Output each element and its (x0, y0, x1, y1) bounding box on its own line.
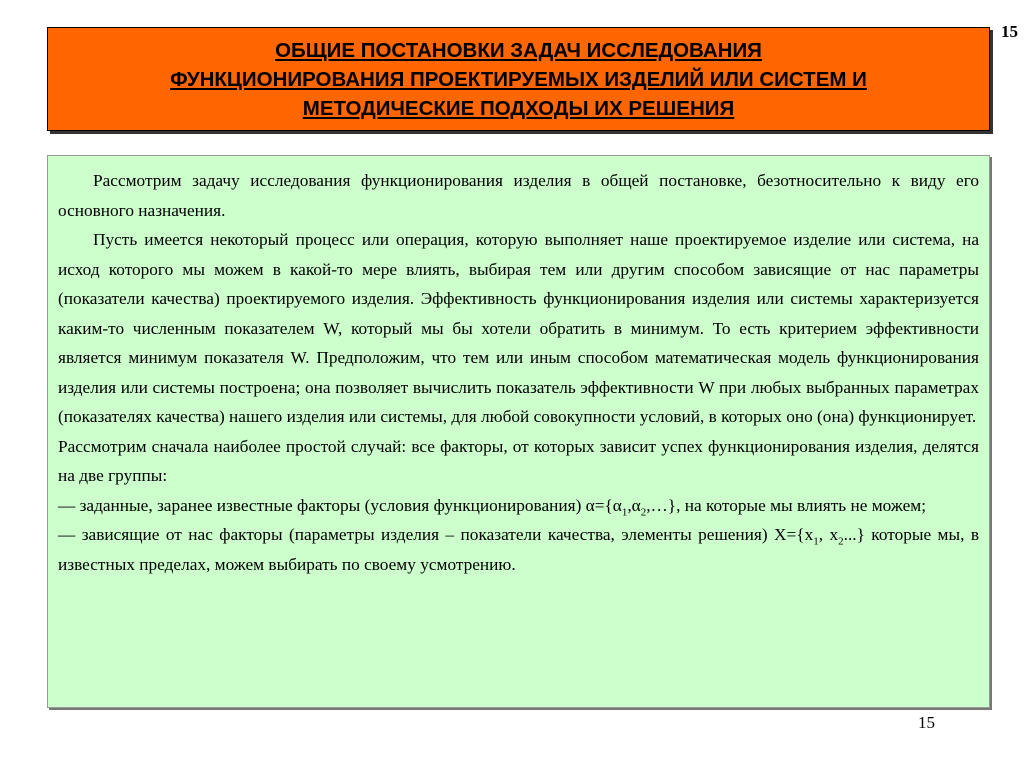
slide-title (170, 36, 867, 123)
given-factors-text-a: — заданные, заранее известные факторы (условия функционирования) α={α (58, 495, 622, 515)
paragraph-intro: Рассмотрим задачу исследования функционирования изделия в общей постановке, безотносительно к виду его основного назначения. (58, 171, 979, 220)
title-line-2: ФУНКЦИОНИРОВАНИЯ ПРОЕКТИРУЕМЫХ ИЗДЕЛИЙ ИЛИ СИСТЕМ И (170, 67, 867, 91)
paragraph-problem: Пусть имеется некоторый процесс или операция, которую выполняет наше проектируемое изделие или система, на исход которого мы можем в какой-то мере влиять, выбирая тем или другим способом зависящие от нас параметры (показатели качества) проектируемого изделия. Эффективность функционирования изделия или системы характеризуется каким-то численным показателем W, который мы бы хотели обратить в минимум. То есть критерием эффективности является минимум показателя W. Предположим, что тем или иным способом математическая модель функционирования изделия или системы построена; она позволяет вычислить показатель эффективности W при любых выбранных параметрах (показателях качества) нашего изделия или системы, для любой совокупности условий, в которых оно (она) функционирует. (58, 230, 979, 426)
paragraph-given-factors (58, 491, 979, 521)
given-factors-text-b: ,α (627, 495, 641, 515)
paragraph-controlled-factors (58, 520, 979, 579)
controlled-factors-text-a: — зависящие от нас факторы (параметры изделия – показатели качества, элементы решения) X={x (58, 525, 814, 544)
content-panel (47, 155, 990, 708)
title-banner (47, 27, 990, 131)
given-factors-sub-1: 1 (621, 505, 628, 518)
given-factors-text-c: ,…}, на которые мы влиять не можем; (646, 495, 926, 515)
paragraph-factors: Рассмотрим сначала наиболее простой случай: все факторы, от которых зависит успех функционирования изделия, делятся на две группы: (58, 436, 979, 485)
title-line-1: ОБЩИЕ ПОСТАНОВКИ ЗАДАЧ ИССЛЕДОВАНИЯ (275, 38, 762, 62)
given-factors-sub-2: 2 (640, 505, 647, 518)
controlled-factors-sub-1: 1 (813, 535, 819, 548)
controlled-factors-text-c: ...} которые мы, в известных пределах, можем выбирать по своему усмотрению. (58, 525, 980, 574)
controlled-factors-text-b: , x (818, 525, 839, 544)
controlled-factors-sub-2: 2 (838, 535, 844, 548)
corner-slide-number: 15 (1001, 22, 1018, 41)
page-number: 15 (918, 713, 935, 732)
title-line-3: МЕТОДИЧЕСКИЕ ПОДХОДЫ ИХ РЕШЕНИЯ (302, 96, 735, 120)
